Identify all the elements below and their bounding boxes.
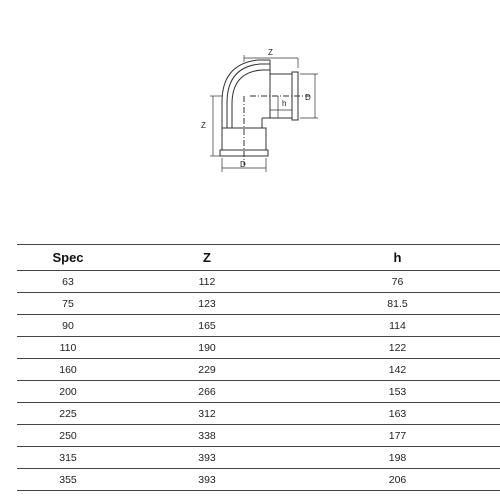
label-d-right: D [305,93,311,102]
cell-h: 177 [295,425,500,447]
cell-z: 123 [119,293,295,315]
label-h: h [282,99,287,108]
cell-z: 393 [119,469,295,491]
cell-h: 198 [295,447,500,469]
header-h: h [295,245,500,271]
header-z: Z [119,245,295,271]
cell-h: 114 [295,315,500,337]
cell-z: 338 [119,425,295,447]
cell-z: 312 [119,403,295,425]
cell-z: 266 [119,381,295,403]
table-header-row [17,245,500,271]
cell-spec: 160 [17,359,119,381]
table-row [17,381,500,403]
spec-table [17,244,500,491]
cell-spec: 250 [17,425,119,447]
cell-spec: 225 [17,403,119,425]
cell-h: 142 [295,359,500,381]
cell-spec: 75 [17,293,119,315]
label-z-top: Z [268,48,273,57]
table-row [17,469,500,491]
header-spec: Spec [17,245,119,271]
table-row [17,403,500,425]
label-d-bottom: D [240,160,246,169]
cell-spec: 200 [17,381,119,403]
cell-z: 393 [119,447,295,469]
cell-h: 76 [295,271,500,293]
table-row [17,447,500,469]
cell-h: 122 [295,337,500,359]
cell-z: 112 [119,271,295,293]
cell-h: 163 [295,403,500,425]
cell-z: 229 [119,359,295,381]
table-row [17,337,500,359]
elbow-inner-wall [232,70,270,128]
cell-spec: 90 [17,315,119,337]
cell-spec: 315 [17,447,119,469]
cell-spec: 63 [17,271,119,293]
cell-h: 81.5 [295,293,500,315]
table-row [17,359,500,381]
cell-h: 206 [295,469,500,491]
table-row [17,293,500,315]
table-row [17,315,500,337]
label-z-left: Z [201,121,206,130]
table-row [17,425,500,447]
table-row [17,271,500,293]
cell-z: 190 [119,337,295,359]
cell-spec: 110 [17,337,119,359]
cell-z: 165 [119,315,295,337]
cell-h: 153 [295,381,500,403]
cell-spec: 355 [17,469,119,491]
elbow-fitting-diagram [0,0,500,220]
